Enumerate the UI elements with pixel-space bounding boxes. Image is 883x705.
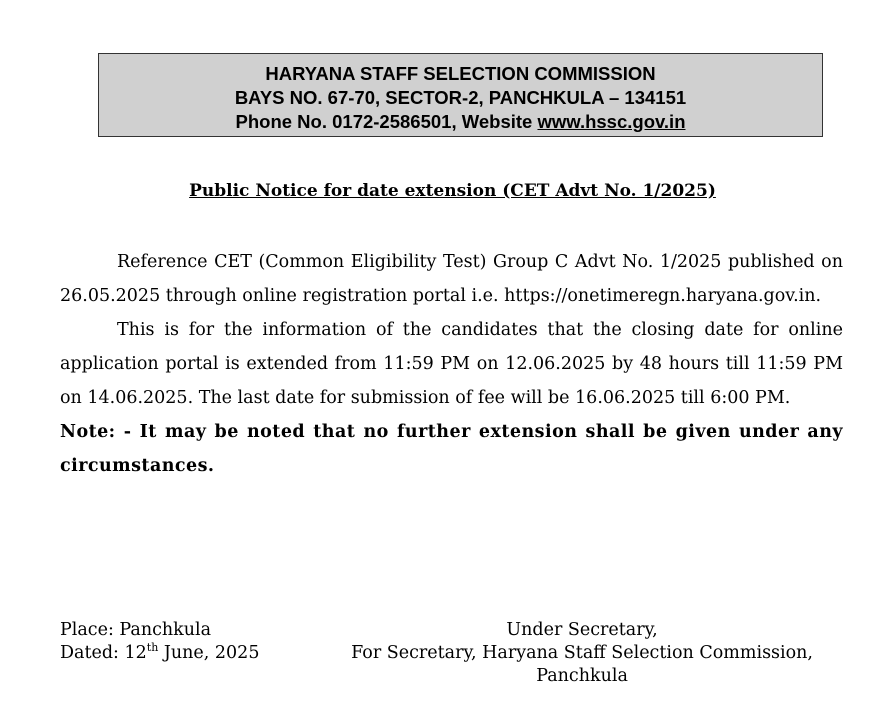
letterhead xyxy=(98,53,823,137)
sign-place: Panchkula xyxy=(536,666,628,686)
sign-on-behalf: For Secretary, Haryana Staff Selection Commission, xyxy=(351,643,813,663)
note-paragraph: Note: - It may be noted that no further extension shall be given under any circumstances. xyxy=(60,422,843,476)
dated-line xyxy=(60,642,259,665)
reference-paragraph: Reference CET (Common Eligibility Test) Group C Advt No. 1/2025 published on 26.05.2025 through online registration portal i.e. https://onetimeregn.haryana.gov.in. xyxy=(60,252,843,306)
place-date-block xyxy=(60,619,259,665)
org-name: HARYANA STAFF SELECTION COMMISSION xyxy=(265,63,656,84)
phone-text: Phone No. 0172-2586501, Website xyxy=(235,111,538,132)
notice-title: Public Notice for date extension (CET Advt No. 1/2025) xyxy=(189,181,716,201)
contact-line xyxy=(99,110,822,134)
notice-body xyxy=(60,245,843,483)
website-link[interactable]: www.hssc.gov.in xyxy=(537,111,686,132)
dated-suffix-sup: th xyxy=(146,641,159,654)
information-paragraph: This is for the information of the candidates that the closing date for online application portal is extended from 11:59 PM on 12.06.2025 by 48 hours till 11:59 PM on 14.06.2025. The last date for submission of fee will be 16.06.2025 till 6:00 PM. xyxy=(60,320,843,408)
org-address: BAYS NO. 67-70, SECTOR-2, PANCHKULA – 134151 xyxy=(234,87,687,108)
dated-month-year: June, 2025 xyxy=(158,643,260,663)
sign-designation: Under Secretary, xyxy=(506,620,658,640)
place-line: Place: Panchkula xyxy=(60,620,212,640)
signature-block xyxy=(351,619,813,688)
dated-prefix: Dated: 12 xyxy=(60,643,147,663)
